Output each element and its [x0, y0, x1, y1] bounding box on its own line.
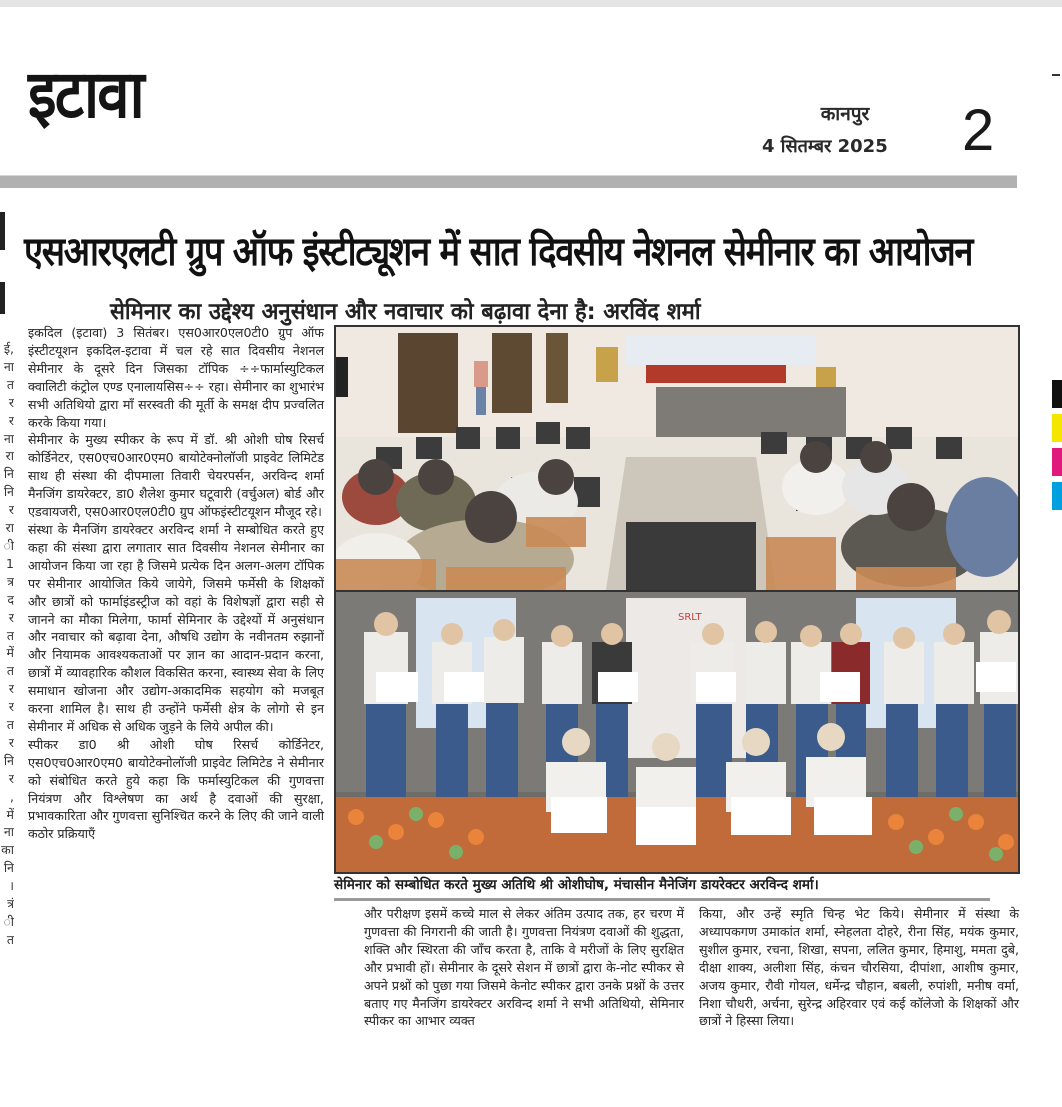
fragment-glyph: का [1, 842, 14, 858]
page-top-band [0, 0, 1062, 7]
cmyk-y-swatch [1052, 414, 1062, 442]
fragment-glyph: र [8, 502, 14, 518]
fragment-glyph: र [8, 609, 14, 625]
adjacent-subhead-fragment [0, 282, 5, 314]
edge-mark [1052, 74, 1060, 76]
fragment-glyph: र [8, 412, 14, 428]
fragment-glyph: ना [3, 358, 14, 374]
page-number: 2 [962, 98, 995, 163]
article-column-right [699, 905, 1019, 1030]
fragment-glyph: र [8, 770, 14, 786]
paragraph: इकदिल (इटावा) 3 सितंबर। एस0आर0एल0टी0 ग्रुप ऑफ इंस्टीटयूशन इकदिल-इटावा में चल रहे सात दिवसीय नेशनल सेमीनार के दूसरे दिन जिसका टॉपिक ÷÷फार्मास्युटिकल क्वालिटी कंट्रोल एण्ड एनालायसिस÷÷ रहा। सेमीनार का शुभारंभ सभी अतिथियो द्वारा माँ सरस्वती की मूर्ती के समक्ष दीप प्रज्वलित करके किया गया। [28, 325, 324, 430]
photo-caption: सेमिनार को सम्बोधित करते मुख्य अतिथि श्री ओशीघोष, मंचासीन मैनेजिंग डायरेक्टर अरविन्द शर्मा। [334, 877, 819, 893]
fragment-glyph: र [8, 681, 14, 697]
fragment-glyph: त [6, 376, 14, 392]
article-subheadline: सेमिनार का उद्देश्य अनुसंधान और नवाचार को बढ़ावा देना है: अरविंद शर्मा [110, 299, 701, 326]
fragment-glyph: त [6, 663, 14, 679]
cmyk-k-swatch [1052, 380, 1062, 408]
paragraph: किया, और उन्हें स्मृति चिन्ह भेट किये। सेमीनार में संस्था के अध्यापकगण उमाकांत शर्मा, स्नेहलता दोहरे, रीना सिंह, मयंक कुमार, सुशील कुमार, रचना, शिखा, सपना, ललित कुमार, हिमाशु, ममता दुबे, दीक्षा शाक्य, अलीशा सिंह, कंचन चौरसिया, दीपांशा, आशीष कुमार, अजय कुमार, रौवी गोयल, धर्मेन्द्र चौहान, बबली, रुपांशी, मनीष वर्मा, निशा चौधरी, अर्चना, सुरेन्द्र अहिरवार एवं कई कॉलेजो के शिक्षकों और छात्रों ने हिस्सा लिया। [699, 906, 1019, 1029]
adjacent-headline-fragment [0, 212, 5, 250]
photo-seminar-audience [334, 325, 1020, 592]
fragment-glyph: र [8, 734, 14, 750]
paragraph: संस्था के मैनजिंग डायरेक्टर अरविन्द शर्मा ने सम्बोधित करते हुए कहा की संस्था द्वारा लगातार सात दिवसीय नेशनल सेमीनार का आयोजन किया जा रहा है जिसमे प्रत्येक दिन अलग-अलग टॉपिक पर सेमीनार आयोजित किये जायेगे, जिसमे फर्मेसी के शिक्षकों और छात्रों को फार्माइंडस्ट्रीज को वहां के विशेषज्ञों द्वारा सही से जानने का मौका मिलेगा, फार्मा सेमिनार के उद्देश्यों में अनुसंधान और नवाचार को बढ़ावा देना, औषधि उद्योग के नवीनतम रुझानों और नियामक आवश्यकताओं पर ज्ञान का आदान-प्रदान करना, छात्रों में व्यावहारिक कौशल विकसित करना, स्वास्थ्य सेवा के लिए समाधान खोजना और उद्योग-अकादमिक सहयोग को मजबूत करना शामिल है। साथ ही उन्होंने फर्मेसी क्षेत्र के लोगो से इन सेमीनार में अधिक से अधिक जुड़ने के लिये अपील की। [28, 521, 324, 734]
fragment-glyph: ी [3, 914, 14, 929]
fragment-glyph: ना [3, 824, 14, 840]
cmyk-registration-mark [1052, 380, 1062, 520]
fragment-glyph: र [8, 699, 14, 715]
group-photo-illustration [336, 592, 1018, 872]
fragment-glyph: नि [3, 484, 14, 500]
fragment-glyph: त्रं [7, 896, 14, 912]
article-headline: एसआरएलटी ग्रुप ऑफ इंस्टीट्यूशन में सात दिवसीय नेशनल सेमीनार का आयोजन [24, 228, 973, 275]
fragment-glyph: में [6, 645, 14, 661]
banner-text: SRLT [678, 612, 702, 623]
fragment-glyph: रा [5, 520, 14, 536]
fragment-glyph: 1 [6, 555, 14, 571]
article-column-left [28, 324, 324, 843]
edition-date: 4 सितम्बर 2025 [762, 136, 888, 157]
section-title: इटावा [28, 56, 143, 133]
fragment-glyph: नि [3, 466, 14, 482]
paragraph: और परीक्षण इसमें कच्चे माल से लेकर अंतिम उत्पाद तक, हर चरण में गुणवत्ता की निगरानी की जाती है। गुणवत्ता नियंत्रण दवाओं की शुद्धता, शक्ति और स्थिरता की जाँच करता है, ताकि वे मरीजों के लिए सुरक्षित और प्रभावी हों। सेमीनार के दूसरे सेशन में छात्रों द्वारा के-नोट स्पीकर से अपने प्रश्नों को पुछा गया जिसमे केनोट स्पीकर द्वारा उनके प्रश्नों के उत्तर बताए गए मैनजिंग डायरेक्टर अरविन्द शर्मा ने सभी अतिथियो, सेमिनार स्पीकर का आभार व्यक्त [364, 906, 684, 1029]
fragment-glyph: त्र [7, 573, 14, 589]
fragment-glyph: ई, [3, 341, 14, 356]
fragment-glyph: नि [3, 752, 14, 768]
fragment-glyph: , [10, 788, 14, 804]
fragment-glyph: में [6, 806, 14, 822]
fragment-glyph: ी [3, 537, 14, 553]
fragment-glyph: र [8, 394, 14, 410]
paragraph: सेमीनार के मुख्य स्पीकर के रूप में डॉ. श्री ओशी घोष रिसर्च कोर्डिनेटर, एस0एच0आर0एम0 बायोटेक्नोलॉजी प्राइवेट लिमिटेड साथ ही संस्था की दीपमाला तिवारी चेयरपर्सन, अरविन्द शर्मा मैनजिंग डायरेक्टर, डा0 शैलेश कुमार घटूवारी (वर्चुअल) बोर्ड और एडवायजरी, एस0आर0एल0टी0 ग्रुप ऑफइंस्टीटयूशन मौजूद रहे। [28, 432, 324, 520]
cmyk-c-swatch [1052, 482, 1062, 510]
cmyk-m-swatch [1052, 448, 1062, 476]
audience-illustration [336, 327, 1018, 590]
photo-students-certificates [334, 590, 1020, 874]
article-column-middle [364, 905, 684, 1030]
fragment-glyph: नि [3, 860, 14, 876]
fragment-glyph: त [6, 931, 14, 947]
fragment-glyph: । [9, 878, 14, 894]
fragment-glyph: त [6, 627, 14, 643]
fragment-glyph: रा [5, 448, 14, 464]
edition-city: कानपुर [820, 103, 870, 125]
fragment-glyph: ना [3, 430, 14, 446]
fragment-glyph: त [6, 717, 14, 733]
paragraph: स्पीकर डा0 श्री ओशी घोष रिसर्च कोर्डिनेटर, एस0एच0आर0एम0 बायोटेक्नोलॉजी प्राइवेट लिमिटेड ने सेमीनार को संबोधित करते हुये कहा कि फर्मास्युटिकल की गुणवत्ता नियंत्रण और विश्लेषण का अर्थ है दवाओं की सुरक्षा, प्रभावकारिता और गुणवत्ता सुनिश्चित करने के लिए की जाने वाली कठोर प्रक्रियाएँ [28, 736, 324, 842]
masthead-rule [0, 175, 1017, 188]
adjacent-column-fragment [0, 340, 14, 949]
caption-divider [334, 898, 990, 901]
fragment-glyph: द [7, 591, 14, 607]
